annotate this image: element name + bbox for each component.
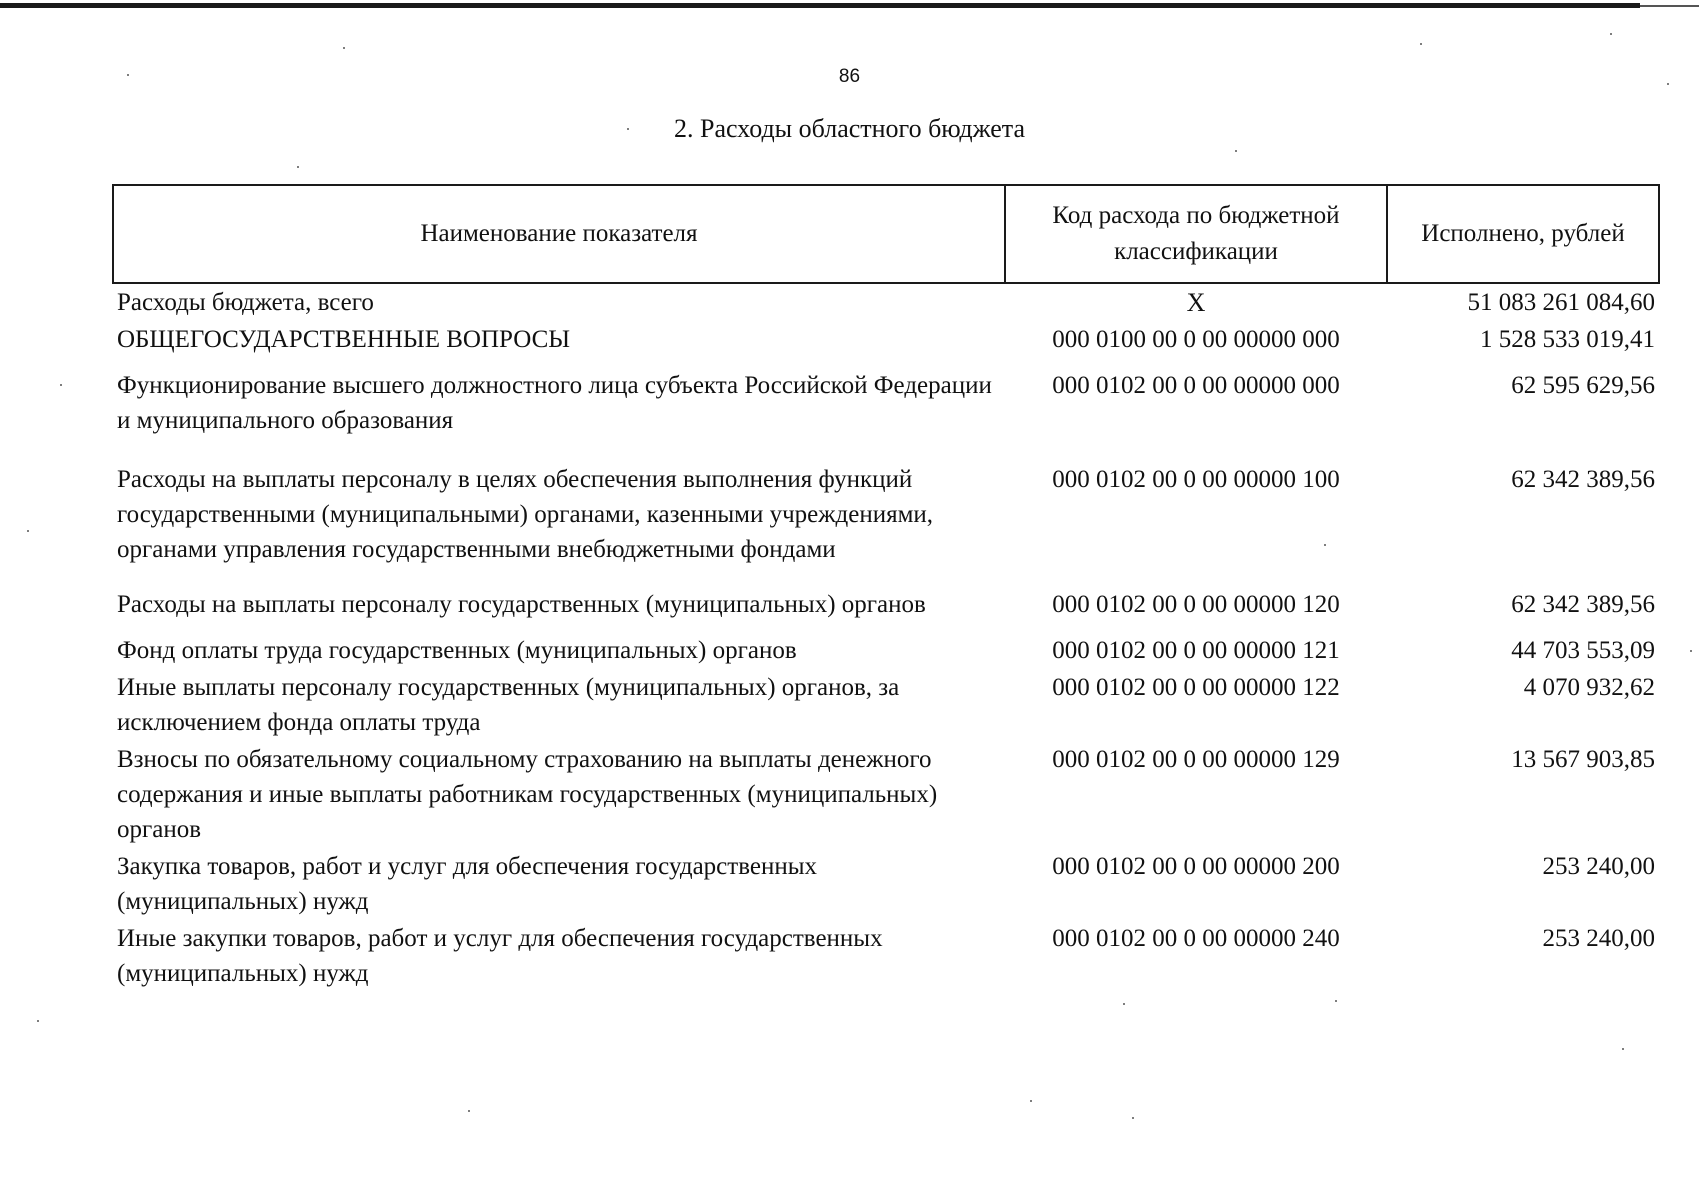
row-code: 000 0102 00 0 00 00000 200 [1052,853,1340,880]
scan-speck [1610,33,1612,35]
row-amount: 51 083 261 084,60 [1467,289,1655,316]
table-row [113,920,1659,992]
row-code: X [1186,288,1206,317]
header-amount: Исполнено, рублей [1387,185,1659,283]
scan-speck [1420,43,1422,45]
table-row [113,321,1659,358]
row-amount: 62 595 629,56 [1511,372,1655,399]
row-amount: 62 342 389,56 [1511,591,1655,618]
scan-speck [1335,1000,1337,1002]
scan-speck [1132,1117,1134,1119]
page-number: 86 [838,66,861,87]
row-name: Расходы на выплаты персоналу государственных (муниципальных) органов [117,591,926,618]
scan-speck [297,166,299,168]
row-code: 000 0102 00 0 00 00000 121 [1052,637,1340,664]
scan-speck [127,74,129,76]
scan-speck [1324,544,1326,546]
row-amount: 13 567 903,85 [1511,746,1655,773]
table-row [113,741,1659,848]
table-row [113,452,1659,577]
scan-speck [1235,150,1237,152]
scan-speck [343,47,345,49]
table-row [113,577,1659,632]
table-header-row [113,185,1659,283]
row-code: 000 0102 00 0 00 00000 100 [1052,466,1340,493]
top-border-line [0,3,1640,8]
row-code: 000 0102 00 0 00 00000 120 [1052,591,1340,618]
scan-speck [627,128,629,130]
row-name: Функционирование высшего должностного лица субъекта Российской Федерации и муниципального образования [117,372,992,434]
row-code: 000 0102 00 0 00 00000 240 [1052,925,1340,952]
table-row [113,848,1659,920]
scan-speck [1690,650,1692,652]
row-name: Закупка товаров, работ и услуг для обеспечения государственных (муниципальных) нужд [117,853,818,915]
row-amount: 1 528 533 019,41 [1480,326,1655,353]
row-name: Иные закупки товаров, работ и услуг для обеспечения государственных (муниципальных) нужд [117,925,883,987]
scan-speck [27,530,29,532]
row-name: Взносы по обязательному социальному страхованию на выплаты денежного содержания и иные выплаты работникам государственных (муниципальных) органов [117,746,938,843]
scan-speck [1622,1048,1624,1050]
row-name: Расходы на выплаты персоналу в целях обеспечения выполнения функций государственными (муниципальными) органами, казенными учреждениями, органами управления государственными внебюджетными фондами [117,466,934,563]
row-code: 000 0102 00 0 00 00000 129 [1052,746,1340,773]
scan-speck [37,1020,39,1022]
row-amount: 4 070 932,62 [1523,674,1655,701]
row-name: ОБЩЕГОСУДАРСТВЕННЫЕ ВОПРОСЫ [117,326,571,353]
row-amount: 44 703 553,09 [1511,637,1655,664]
table-row [113,358,1659,452]
row-code: 000 0100 00 0 00 00000 000 [1052,326,1340,353]
table-row [113,283,1659,321]
row-code: 000 0102 00 0 00 00000 122 [1052,674,1340,701]
row-name: Фонд оплаты труда государственных (муниципальных) органов [117,637,797,664]
table-row [113,669,1659,741]
scan-speck [1123,1003,1125,1005]
top-border-line-thin [1640,5,1699,7]
header-name: Наименование показателя [113,185,1005,283]
row-amount: 253 240,00 [1542,925,1655,952]
scan-speck [468,1110,470,1112]
scan-speck [60,384,62,386]
scan-speck [1030,1100,1032,1102]
table-row [113,632,1659,669]
row-amount: 253 240,00 [1542,853,1655,880]
budget-expenses-table [112,184,1660,992]
row-amount: 62 342 389,56 [1511,466,1655,493]
row-name: Иные выплаты персоналу государственных (муниципальных) органов, за исключением фонда оплаты труда [117,674,900,736]
section-title: 2. Расходы областного бюджета [673,114,1026,143]
header-code: Код расхода по бюджетной классификации [1005,185,1387,283]
row-name: Расходы бюджета, всего [117,289,374,316]
row-code: 000 0102 00 0 00 00000 000 [1052,372,1340,399]
scan-speck [1667,83,1669,85]
